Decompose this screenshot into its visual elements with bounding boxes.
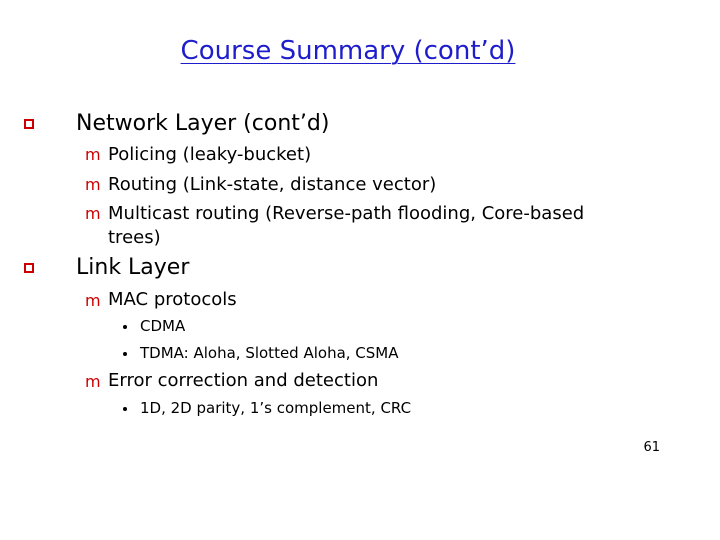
m-bullet-icon: m [85,175,101,194]
subitem-parity-crc: 1D, 2D parity, 1’s complement, CRC [140,399,412,417]
item-multicast-routing-line1: Multicast routing (Reverse-path flooding, Core-based [108,203,585,224]
section-link-layer: Link Layer [76,255,190,280]
item-error-correction: Error correction and detection [108,370,379,391]
section-network-layer: Network Layer (cont’d) [76,111,330,136]
m-bullet-icon: m [85,291,101,310]
m-bullet-icon: m [85,145,101,164]
round-bullet-icon [123,352,127,356]
item-multicast-routing-line2: trees) [108,227,161,248]
square-bullet-icon [24,119,34,129]
item-mac-protocols: MAC protocols [108,289,237,310]
m-bullet-icon: m [85,204,101,223]
subitem-tdma: TDMA: Aloha, Slotted Aloha, CSMA [140,344,399,362]
item-policing: Policing (leaky-bucket) [108,144,312,165]
square-bullet-icon [24,263,34,273]
round-bullet-icon [123,325,127,329]
subitem-cdma: CDMA [140,317,186,335]
round-bullet-icon [123,407,127,411]
item-routing: Routing (Link-state, distance vector) [108,174,437,195]
m-bullet-icon: m [85,372,101,391]
slide-title: Course Summary (cont’d) [180,36,516,66]
page-number: 61 [643,440,660,455]
